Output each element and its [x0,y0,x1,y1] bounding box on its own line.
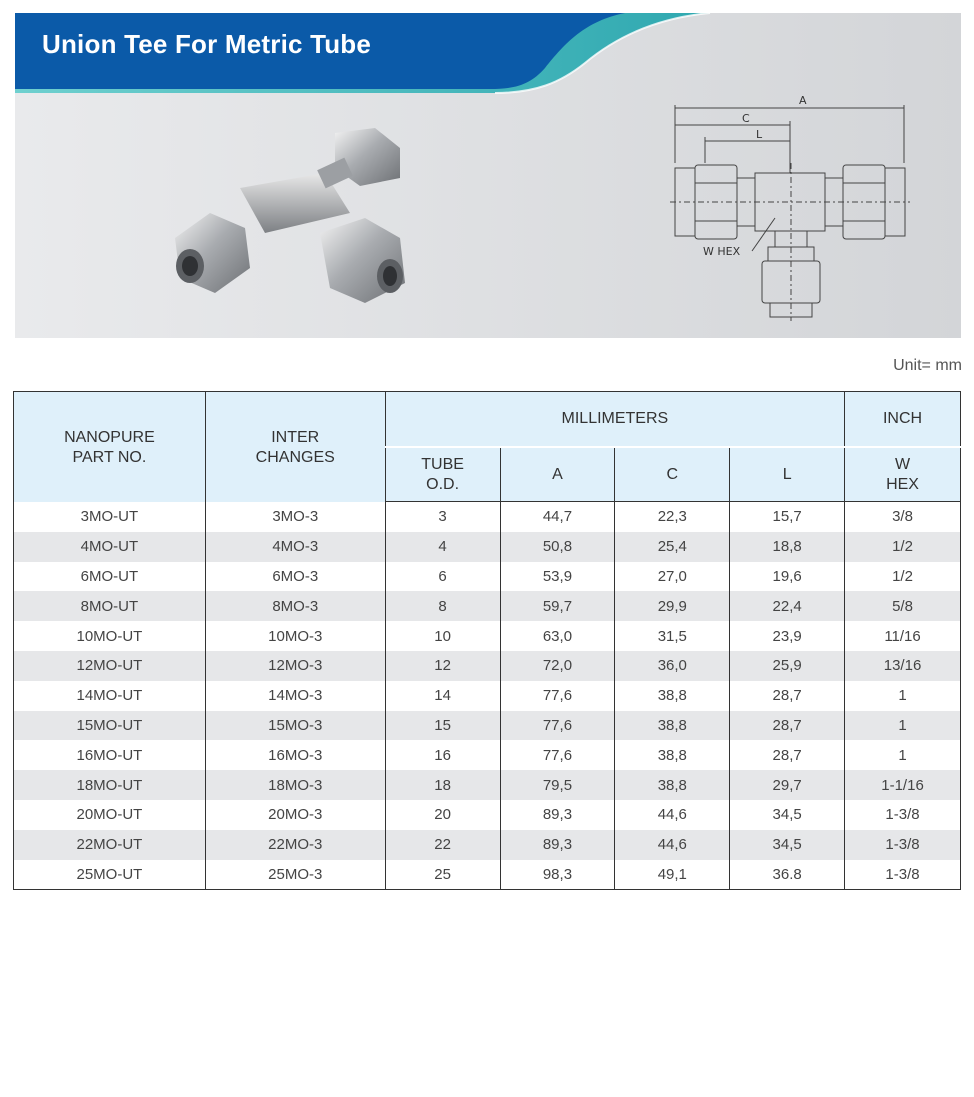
c-cell: 38,8 [615,770,730,800]
part-no-cell: 20MO-UT [14,800,206,830]
interchange-cell: 8MO-3 [205,591,385,621]
w-hex-cell: 1-3/8 [845,830,961,860]
header-part-no: NANOPURE PART NO. [14,392,206,502]
part-no-cell: 4MO-UT [14,532,206,562]
interchange-cell: 12MO-3 [205,651,385,681]
header-tube-od: TUBE O.D. [385,447,500,502]
a-cell: 98,3 [500,860,615,890]
l-cell: 34,5 [730,800,845,830]
a-cell: 44,7 [500,502,615,532]
tube-od-cell: 20 [385,800,500,830]
a-cell: 89,3 [500,800,615,830]
table-row [14,800,961,830]
table-row [14,711,961,741]
l-cell: 25,9 [730,651,845,681]
tube-od-cell: 12 [385,651,500,681]
tube-od-cell: 15 [385,711,500,741]
interchange-cell: 18MO-3 [205,770,385,800]
a-cell: 53,9 [500,562,615,592]
w-hex-cell: 1 [845,711,961,741]
l-cell: 28,7 [730,711,845,741]
w-hex-cell: 1-3/8 [845,860,961,890]
part-no-cell: 14MO-UT [14,681,206,711]
c-cell: 36,0 [615,651,730,681]
tube-od-cell: 25 [385,860,500,890]
header-a: A [500,447,615,502]
part-no-cell: 15MO-UT [14,711,206,741]
table-row [14,651,961,681]
tube-od-cell: 10 [385,621,500,651]
dimension-label-a: A [799,94,807,107]
c-cell: 38,8 [615,681,730,711]
w-hex-cell: 11/16 [845,621,961,651]
a-cell: 77,6 [500,681,615,711]
interchange-cell: 14MO-3 [205,681,385,711]
c-cell: 44,6 [615,830,730,860]
table-row [14,860,961,890]
tube-od-cell: 3 [385,502,500,532]
a-cell: 77,6 [500,740,615,770]
a-cell: 50,8 [500,532,615,562]
a-cell: 59,7 [500,591,615,621]
part-no-cell: 3MO-UT [14,502,206,532]
c-cell: 31,5 [615,621,730,651]
tube-od-cell: 14 [385,681,500,711]
c-cell: 25,4 [615,532,730,562]
unit-label: Unit= mm [893,357,962,374]
interchange-cell: 15MO-3 [205,711,385,741]
dimension-label-w-hex: W HEX [703,245,741,258]
product-banner [15,13,961,338]
header-interchanges: INTER CHANGES [205,392,385,502]
c-cell: 38,8 [615,740,730,770]
l-cell: 28,7 [730,681,845,711]
tube-od-cell: 4 [385,532,500,562]
interchange-cell: 10MO-3 [205,621,385,651]
w-hex-cell: 5/8 [845,591,961,621]
part-no-cell: 8MO-UT [14,591,206,621]
table-row [14,740,961,770]
c-cell: 49,1 [615,860,730,890]
c-cell: 22,3 [615,502,730,532]
table-row [14,532,961,562]
table-row [14,770,961,800]
dimension-label-l: L [756,128,763,141]
table-row [14,502,961,532]
tube-od-cell: 8 [385,591,500,621]
w-hex-cell: 13/16 [845,651,961,681]
header-l: L [730,447,845,502]
part-no-cell: 22MO-UT [14,830,206,860]
part-no-cell: 16MO-UT [14,740,206,770]
dimension-label-c: C [742,112,750,125]
interchange-cell: 3MO-3 [205,502,385,532]
w-hex-cell: 1-3/8 [845,800,961,830]
header-millimeters: MILLIMETERS [385,392,844,448]
l-cell: 22,4 [730,591,845,621]
a-cell: 72,0 [500,651,615,681]
interchange-cell: 25MO-3 [205,860,385,890]
interchange-cell: 6MO-3 [205,562,385,592]
table-row [14,681,961,711]
tube-od-cell: 18 [385,770,500,800]
header-w-hex: W HEX [845,447,961,502]
part-no-cell: 12MO-UT [14,651,206,681]
header-inch: INCH [845,392,961,448]
interchange-cell: 4MO-3 [205,532,385,562]
c-cell: 29,9 [615,591,730,621]
part-no-cell: 25MO-UT [14,860,206,890]
union-tee-photo [150,118,430,318]
tube-od-cell: 16 [385,740,500,770]
w-hex-cell: 1-1/16 [845,770,961,800]
page-title: Union Tee For Metric Tube [42,29,372,59]
w-hex-cell: 3/8 [845,502,961,532]
l-cell: 28,7 [730,740,845,770]
part-no-cell: 18MO-UT [14,770,206,800]
a-cell: 89,3 [500,830,615,860]
l-cell: 15,7 [730,502,845,532]
tube-od-cell: 22 [385,830,500,860]
table-row [14,562,961,592]
a-cell: 63,0 [500,621,615,651]
c-cell: 44,6 [615,800,730,830]
table-row [14,621,961,651]
a-cell: 77,6 [500,711,615,741]
tube-od-cell: 6 [385,562,500,592]
header-c: C [615,447,730,502]
table-row [14,830,961,860]
dimension-table [13,391,961,890]
interchange-cell: 22MO-3 [205,830,385,860]
l-cell: 36.8 [730,860,845,890]
part-no-cell: 10MO-UT [14,621,206,651]
w-hex-cell: 1/2 [845,562,961,592]
interchange-cell: 20MO-3 [205,800,385,830]
l-cell: 34,5 [730,830,845,860]
part-no-cell: 6MO-UT [14,562,206,592]
l-cell: 18,8 [730,532,845,562]
w-hex-cell: 1/2 [845,532,961,562]
c-cell: 38,8 [615,711,730,741]
w-hex-cell: 1 [845,681,961,711]
c-cell: 27,0 [615,562,730,592]
l-cell: 29,7 [730,770,845,800]
interchange-cell: 16MO-3 [205,740,385,770]
w-hex-cell: 1 [845,740,961,770]
dimension-drawing [670,93,930,323]
l-cell: 19,6 [730,562,845,592]
a-cell: 79,5 [500,770,615,800]
l-cell: 23,9 [730,621,845,651]
table-row [14,591,961,621]
